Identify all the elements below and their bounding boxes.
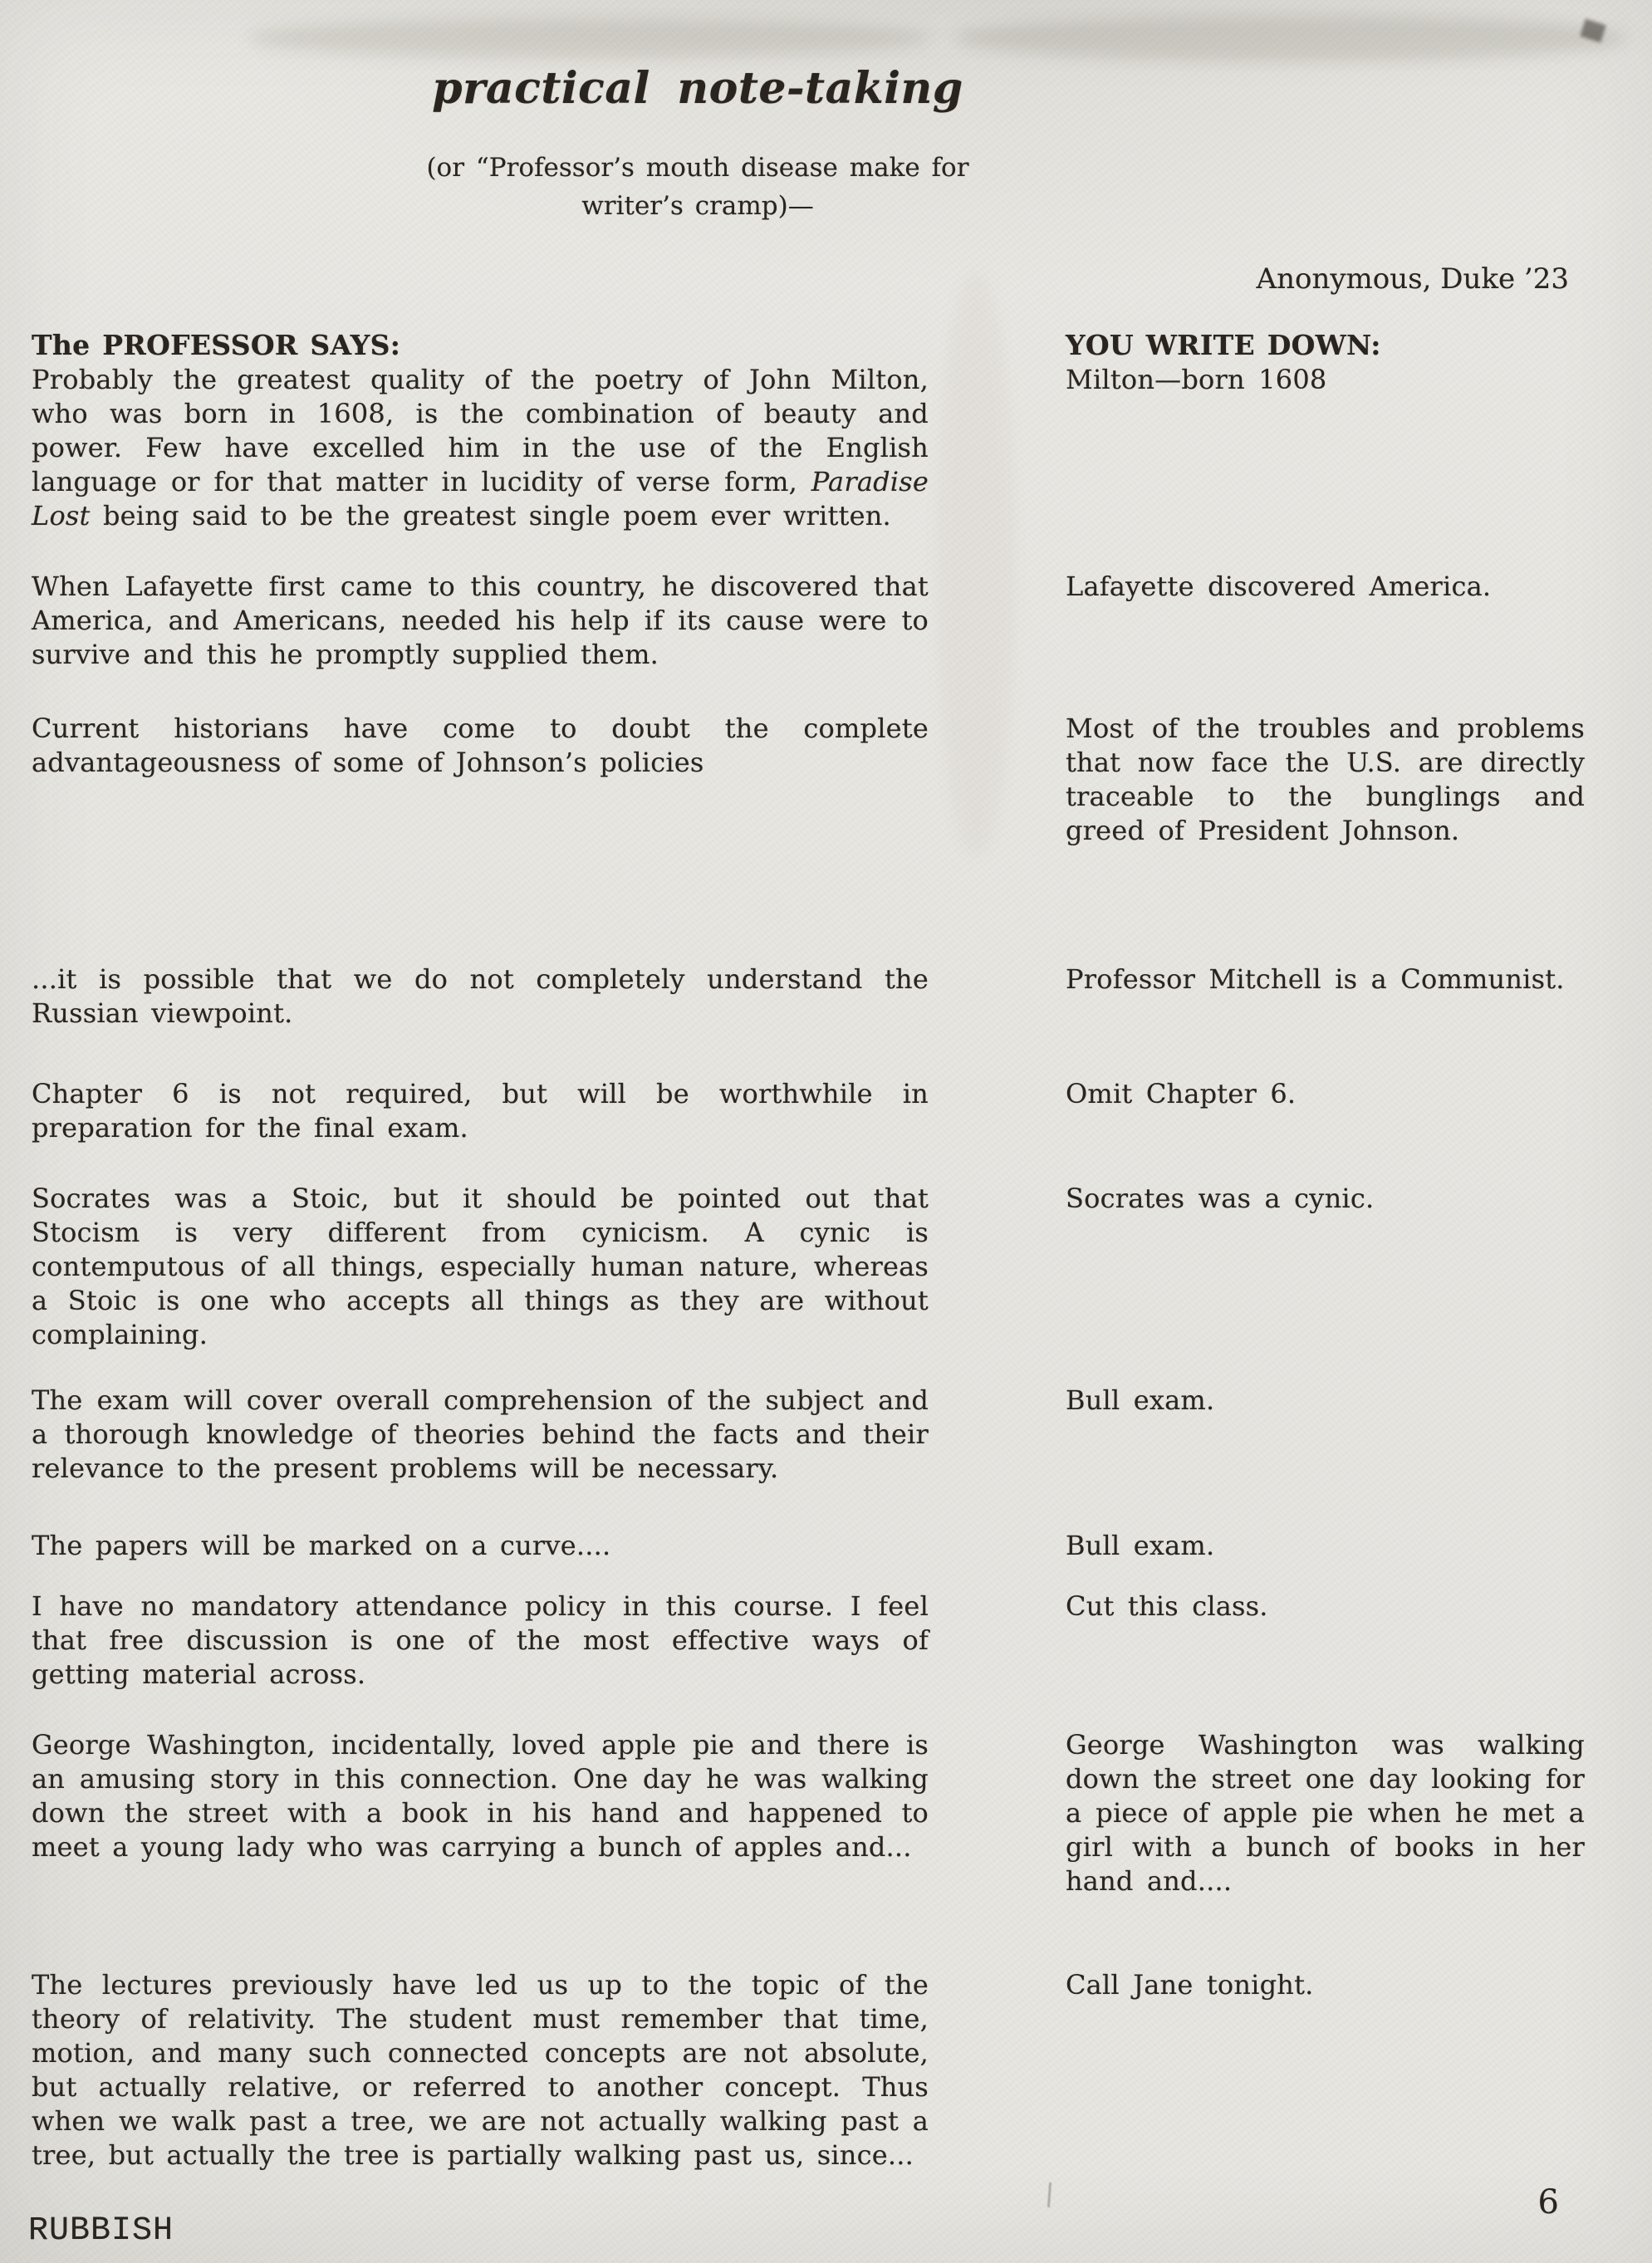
note-row <box>32 1529 1585 1563</box>
student-note: Milton—born 1608 <box>1066 364 1327 395</box>
note-row <box>32 1077 1585 1145</box>
student-note: Lafayette discovered America. <box>1066 571 1492 602</box>
professor-paragraph <box>32 363 929 533</box>
student-cell <box>1066 963 1585 997</box>
professor-paragraph <box>32 1384 929 1486</box>
note-row <box>32 1384 1585 1486</box>
professor-paragraph <box>32 570 929 672</box>
student-note: Cut this class. <box>1066 1590 1268 1622</box>
professor-cell <box>32 1968 929 2172</box>
professor-text-segment: Chapter 6 is not required, but will be worthwhile in preparation for the final exam. <box>32 1078 929 1144</box>
professor-text-segment: Socrates was a Stoic, but it should be pointed out that Stocism is very different from cynicism. A cynic is contemputous of all things, especially human nature, whereas a Stoic is one who accepts all things as they are without complaining. <box>32 1183 929 1350</box>
student-note: George Washington was walking down the street one day looking for a piece of apple pie when he met a girl with a bunch of books in her hand and.... <box>1066 1729 1585 1897</box>
student-note: Most of the troubles and problems that now face the U.S. are directly traceable to the bunglings and greed of President Johnson. <box>1066 713 1585 846</box>
note-row <box>32 1182 1585 1352</box>
professor-column-header: The PROFESSOR SAYS: <box>32 329 401 361</box>
note-row <box>32 712 1585 848</box>
student-cell <box>1066 1182 1585 1216</box>
note-rows <box>32 363 1585 2172</box>
professor-paragraph <box>32 963 929 1031</box>
professor-paragraph <box>32 1182 929 1352</box>
professor-text-segment: When Lafayette first came to this country, he discovered that America, and Americans, needed his help if its cause were to survive and this he promptly supplied them. <box>32 571 929 670</box>
professor-cell <box>32 1077 929 1145</box>
professor-text-segment: I have no mandatory attendance policy in this course. I feel that free discussion is one of the most effective ways of getting material across. <box>32 1590 929 1690</box>
professor-cell <box>32 963 929 1031</box>
professor-paragraph <box>32 712 929 780</box>
student-cell <box>1066 570 1585 604</box>
note-row <box>32 1968 1585 2172</box>
student-note: Socrates was a cynic. <box>1066 1183 1375 1214</box>
professor-cell <box>32 1182 929 1352</box>
subtitle-line-2: writer’s cramp)— <box>581 191 814 221</box>
scan-speck <box>1047 2182 1051 2207</box>
page-number: 6 <box>1537 2183 1559 2221</box>
article-title: practical note-taking <box>432 63 963 114</box>
professor-paragraph <box>32 1077 929 1145</box>
scan-smudge <box>955 15 1628 61</box>
student-note: Bull exam. <box>1066 1530 1215 1561</box>
note-row <box>32 570 1585 672</box>
note-row <box>32 1728 1585 1898</box>
note-taking-columns <box>32 329 1585 2172</box>
professor-text-segment: George Washington, incidentally, loved apple pie and there is an amusing story in this connection. One day he was walking down the street with a book in his hand and happened to meet a young lady who was carrying a bunch of apples and... <box>32 1729 929 1863</box>
article-header <box>0 63 1395 225</box>
professor-cell <box>32 1728 929 1864</box>
professor-paragraph <box>32 1728 929 1864</box>
student-note: Call Jane tonight. <box>1066 1969 1314 2001</box>
professor-cell <box>32 570 929 672</box>
page-footer <box>0 2163 1652 2263</box>
student-cell <box>1066 1589 1585 1624</box>
student-column-header: YOU WRITE DOWN: <box>1066 329 1381 361</box>
note-row <box>32 963 1585 1031</box>
column-headers <box>32 329 1585 361</box>
professor-paragraph <box>32 1529 929 1563</box>
student-note: Bull exam. <box>1066 1384 1215 1416</box>
subtitle-line-1: (or “Professor’s mouth disease make for <box>426 153 969 183</box>
professor-cell <box>32 363 929 533</box>
student-column <box>1066 329 1585 361</box>
professor-paragraph <box>32 1589 929 1692</box>
professor-text-segment: Current historians have come to doubt the complete advantageousness of some of Johnson’s policies <box>32 713 929 778</box>
professor-text-segment: The lectures previously have led us up to the topic of the theory of relativity. The student must remember that time, motion, and many such connected concepts are not absolute, but actually relative, or referred to another concept. Thus when we walk past a tree, we are not actually walking past a tree, but actually the tree is partially walking past us, since... <box>32 1969 929 2171</box>
professor-cell <box>32 1529 929 1563</box>
professor-cell <box>32 1589 929 1692</box>
student-cell <box>1066 1728 1585 1898</box>
student-cell <box>1066 1529 1585 1563</box>
student-cell <box>1066 1384 1585 1418</box>
student-note: Professor Mitchell is a Communist. <box>1066 963 1565 995</box>
student-cell <box>1066 712 1585 848</box>
article-subtitle <box>0 149 1395 225</box>
student-cell <box>1066 363 1585 397</box>
note-row <box>32 363 1585 533</box>
scan-speck <box>1580 19 1606 43</box>
professor-paragraph <box>32 1968 929 2172</box>
professor-text-segment: being said to be the greatest single poem ever written. <box>90 500 891 531</box>
professor-text-segment: The papers will be marked on a curve.... <box>32 1530 611 1561</box>
professor-column <box>32 329 929 361</box>
student-cell <box>1066 1968 1585 2002</box>
professor-cell <box>32 1384 929 1486</box>
attribution: Anonymous, Duke ’23 <box>1256 262 1569 296</box>
professor-text-segment: Probably the greatest quality of the poetry of John Milton, who was born in 1608, is the combination of beauty and power. Few have excelled him in the use of the English language or for that matter in lucidity of verse form, <box>32 364 929 497</box>
professor-text-segment: ...it is possible that we do not completely understand the Russian viewpoint. <box>32 963 929 1029</box>
professor-text-segment: The exam will cover overall comprehension of the subject and a thorough knowledge of theories behind the facts and their relevance to the present problems will be necessary. <box>32 1384 929 1484</box>
note-row <box>32 1589 1585 1692</box>
student-cell <box>1066 1077 1585 1111</box>
professor-cell <box>32 712 929 780</box>
student-note: Omit Chapter 6. <box>1066 1078 1297 1109</box>
magazine-name: RUBBISH <box>28 2212 174 2250</box>
scan-smudge <box>249 18 930 58</box>
italic-book-title: Paradise Lost <box>32 466 929 531</box>
